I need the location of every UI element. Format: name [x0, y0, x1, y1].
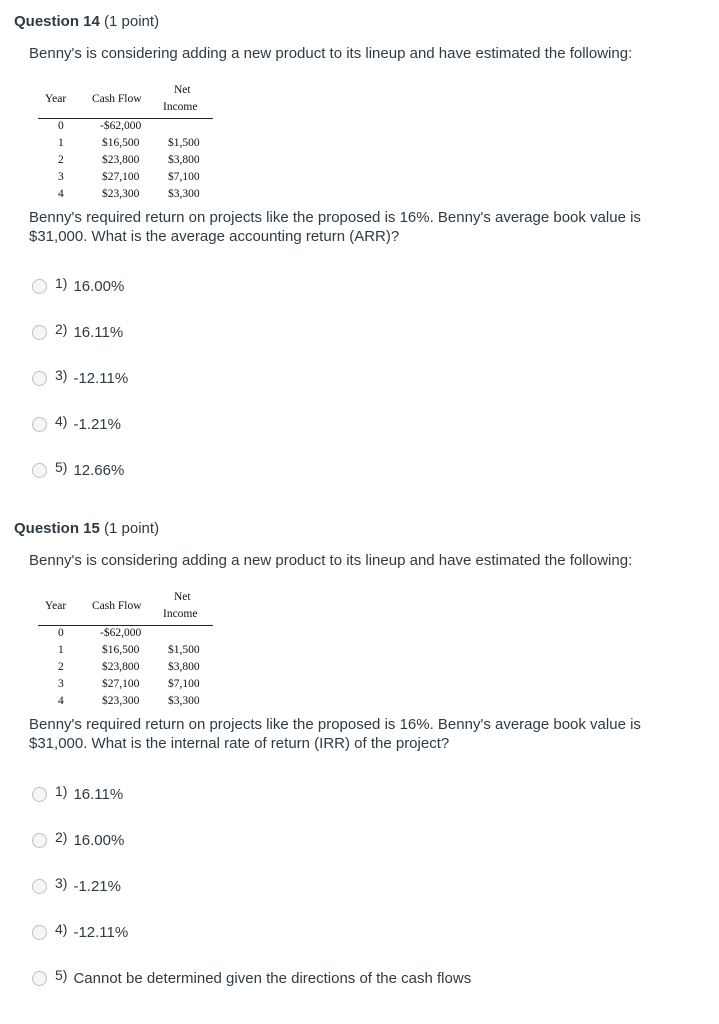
table-cell-net-income: $1,500 [168, 137, 200, 149]
option-text: 16.00% [73, 831, 125, 849]
option-text: 16.11% [73, 323, 124, 341]
question-header [14, 13, 159, 30]
header-year: Year [45, 93, 67, 105]
option-number: 1) [55, 783, 68, 799]
header-rule [38, 118, 213, 119]
table-cell-net-income: $1,500 [168, 644, 200, 656]
answer-option-5[interactable] [32, 967, 471, 989]
option-number: 2) [55, 829, 68, 845]
option-text: -12.11% [73, 923, 129, 941]
question-points: (1 point) [104, 13, 160, 30]
header-income: Income [163, 101, 198, 113]
answer-option-4[interactable] [32, 413, 121, 435]
table-cell-cash-flow: $23,800 [102, 661, 140, 673]
table-cell-year: 2 [58, 661, 64, 673]
radio-button[interactable] [32, 371, 47, 386]
table-cell-year: 0 [58, 627, 64, 639]
cash-flow-table [38, 590, 218, 720]
answer-option-4[interactable] [32, 921, 128, 943]
header-cash-flow: Cash Flow [92, 600, 142, 612]
option-text: Cannot be determined given the directions of the cash flows [73, 969, 472, 987]
question-intro: Benny's is considering adding a new product to its lineup and have estimated the following: [29, 45, 633, 62]
radio-button[interactable] [32, 463, 47, 478]
option-number: 3) [55, 367, 68, 383]
radio-button[interactable] [32, 833, 47, 848]
radio-button[interactable] [32, 279, 47, 294]
option-number: 3) [55, 875, 68, 891]
table-cell-year: 1 [58, 644, 64, 656]
question-number: Question 14 [14, 13, 100, 30]
answer-option-5[interactable] [32, 459, 124, 481]
option-text: 16.00% [73, 277, 125, 295]
table-cell-year: 3 [58, 678, 64, 690]
table-cell-cash-flow: $23,300 [102, 188, 140, 200]
radio-button[interactable] [32, 417, 47, 432]
option-number: 5) [55, 459, 68, 475]
answer-option-2[interactable] [32, 321, 123, 343]
question-header [14, 520, 159, 537]
table-cell-year: 4 [58, 188, 64, 200]
table-cell-cash-flow: $16,500 [102, 644, 140, 656]
option-number: 4) [55, 413, 68, 429]
table-cell-cash-flow: $27,100 [102, 678, 140, 690]
header-rule [38, 625, 213, 626]
table-cell-net-income: $3,800 [168, 661, 200, 673]
table-cell-net-income: $7,100 [168, 171, 200, 183]
table-cell-net-income: $3,800 [168, 154, 200, 166]
question-prompt: Benny's required return on projects like the proposed is 16%. Benny's average book value is $31,000. What is the internal rate of return (IRR) of the project? [29, 716, 641, 752]
radio-button[interactable] [32, 971, 47, 986]
radio-button[interactable] [32, 787, 47, 802]
table-cell-cash-flow: $23,300 [102, 695, 140, 707]
table-cell-net-income: $7,100 [168, 678, 200, 690]
answer-option-1[interactable] [32, 783, 123, 805]
table-cell-net-income: $3,300 [168, 695, 200, 707]
answer-option-1[interactable] [32, 275, 124, 297]
table-cell-net-income: $3,300 [168, 188, 200, 200]
option-text: -1.21% [73, 415, 121, 433]
table-cell-cash-flow: $23,800 [102, 154, 140, 166]
radio-button[interactable] [32, 925, 47, 940]
question-points: (1 point) [104, 520, 160, 537]
header-year: Year [45, 600, 67, 612]
option-text: 16.11% [73, 785, 124, 803]
header-net: Net [174, 591, 191, 603]
option-text: 12.66% [73, 461, 125, 479]
header-income: Income [163, 608, 198, 620]
option-number: 1) [55, 275, 68, 291]
answer-option-3[interactable] [32, 875, 121, 897]
header-cash-flow: Cash Flow [92, 93, 142, 105]
option-number: 5) [55, 967, 68, 983]
table-cell-year: 1 [58, 137, 64, 149]
question-intro: Benny's is considering adding a new product to its lineup and have estimated the following: [29, 552, 633, 569]
option-number: 2) [55, 321, 68, 337]
radio-button[interactable] [32, 879, 47, 894]
table-cell-year: 4 [58, 695, 64, 707]
answer-option-3[interactable] [32, 367, 128, 389]
table-cell-cash-flow: -$62,000 [100, 120, 142, 132]
question-prompt: Benny's required return on projects like the proposed is 16%. Benny's average book value is $31,000. What is the average accounting return (ARR)? [29, 209, 641, 245]
table-cell-cash-flow: $27,100 [102, 171, 140, 183]
question-number: Question 15 [14, 520, 100, 537]
table-cell-year: 3 [58, 171, 64, 183]
cash-flow-table [38, 83, 218, 213]
table-cell-cash-flow: -$62,000 [100, 627, 142, 639]
table-cell-year: 2 [58, 154, 64, 166]
radio-button[interactable] [32, 325, 47, 340]
table-cell-year: 0 [58, 120, 64, 132]
table-cell-cash-flow: $16,500 [102, 137, 140, 149]
option-number: 4) [55, 921, 68, 937]
option-text: -12.11% [73, 369, 129, 387]
option-text: -1.21% [73, 877, 121, 895]
answer-option-2[interactable] [32, 829, 124, 851]
header-net: Net [174, 84, 191, 96]
